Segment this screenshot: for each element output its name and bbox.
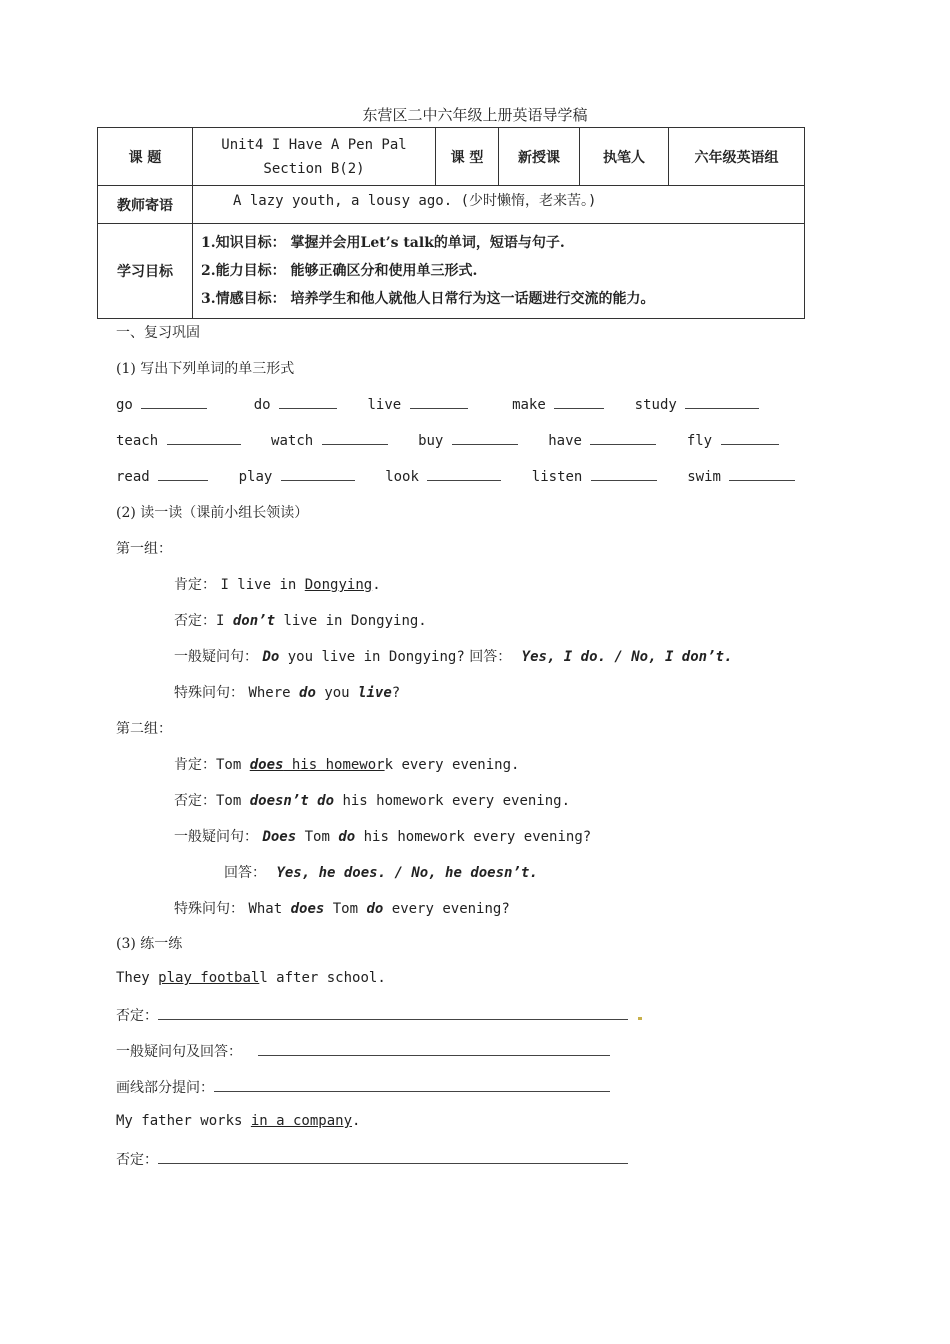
underlined-text: Dongying: [304, 577, 373, 593]
label: 回答：: [464, 649, 512, 665]
label: 回答：: [224, 865, 266, 881]
answer-blank[interactable]: [590, 432, 656, 445]
type-label: 课 型: [436, 128, 499, 186]
word-read: read: [116, 469, 150, 485]
word-swim: swim: [687, 469, 721, 485]
underlined-text: in a company: [250, 1113, 353, 1129]
label: 否定：: [116, 1008, 158, 1024]
answer-blank[interactable]: [591, 468, 657, 481]
group1-title: 第一组：: [116, 541, 172, 557]
answer-blank[interactable]: [167, 432, 241, 445]
emphasis-text: don’t: [232, 613, 276, 629]
answer-line[interactable]: [158, 1151, 628, 1164]
text: .: [372, 577, 381, 593]
emphasis-text: live: [358, 685, 392, 701]
exercise1-sentence: [116, 970, 386, 986]
word-look: look: [385, 469, 419, 485]
text: ?: [391, 685, 401, 701]
label: 否定：: [174, 793, 216, 809]
group2-positive: [174, 754, 519, 774]
text: My father works: [116, 1113, 251, 1129]
emphasis-text: doesn’t do: [249, 793, 335, 809]
author-value: 六年级英语组: [669, 128, 805, 186]
text: his homework every evening?: [355, 829, 592, 845]
group2-title: 第二组：: [116, 721, 172, 737]
topic-value: [193, 128, 436, 186]
text: l after school.: [259, 970, 386, 986]
emphasis-text: do: [299, 685, 316, 701]
group2-answer: [224, 862, 538, 882]
group2-negative: [174, 790, 570, 810]
text: .: [352, 1113, 361, 1129]
word-have: have: [548, 433, 582, 449]
emphasis-text: Yes, I do. / No, I don’t.: [521, 649, 733, 665]
topic-line2: Section B(2): [263, 160, 365, 177]
section-review: 一、复习巩固: [116, 325, 200, 341]
answer-blank[interactable]: [452, 432, 518, 445]
topic-label: 课 题: [98, 128, 193, 186]
answer-line[interactable]: [258, 1043, 610, 1056]
text: They: [116, 970, 159, 986]
answer-blank[interactable]: [427, 468, 501, 481]
answer-blank[interactable]: [281, 468, 355, 481]
text: What: [248, 901, 291, 917]
group1-wh-question: [174, 682, 400, 702]
text: you: [315, 685, 359, 701]
group2-wh-question: [174, 898, 510, 918]
goals-label: 学习目标: [98, 224, 193, 319]
text: Tom: [324, 901, 367, 917]
label: 一般疑问句：: [174, 829, 258, 845]
page-title: 东营区二中六年级上册英语导学稿: [362, 106, 588, 124]
answer-blank[interactable]: [322, 432, 388, 445]
answer-blank[interactable]: [141, 396, 207, 409]
emphasis-text: Yes, he does. / No, he doesn’t.: [276, 865, 538, 881]
emphasis-text: does: [249, 757, 284, 773]
goals-list: [193, 224, 805, 319]
author-label: 执笔人: [580, 128, 669, 186]
part1-heading: (1) 写出下列单词的单三形式: [116, 361, 295, 377]
mark: [638, 1017, 642, 1020]
exercise1-underline-question: [116, 1077, 610, 1097]
word-watch: watch: [271, 433, 314, 449]
word-live: live: [367, 397, 402, 413]
word-buy: buy: [418, 433, 444, 449]
word-row-3: [116, 468, 795, 485]
emphasis-text: do: [366, 901, 384, 917]
underlined-text: his homewor: [283, 757, 385, 773]
label: 否定：: [174, 613, 216, 629]
part2-heading: (2) 读一读（课前小组长领读）: [116, 505, 309, 521]
answer-blank[interactable]: [729, 468, 795, 481]
text: you live in Dongying?: [279, 649, 465, 665]
label: 一般疑问句：: [174, 649, 258, 665]
goal-ability: 2.能力目标： 能够正确区分和使用单三形式.: [201, 263, 478, 279]
answer-blank[interactable]: [410, 396, 468, 409]
text: Where: [248, 685, 300, 701]
label: 特殊问句：: [174, 901, 244, 917]
text: Tom: [216, 757, 250, 773]
text: his homework every evening.: [334, 793, 571, 809]
label: 肯定：: [174, 577, 216, 593]
answer-line[interactable]: [158, 1007, 628, 1020]
label: 一般疑问句及回答：: [116, 1044, 242, 1060]
label: 肯定：: [174, 757, 216, 773]
label: 否定：: [116, 1152, 158, 1168]
label: 画线部分提问：: [116, 1080, 214, 1096]
exercise1-negative: [116, 1005, 642, 1025]
label: 特殊问句：: [174, 685, 244, 701]
emphasis-text: Do: [262, 649, 280, 665]
answer-line[interactable]: [214, 1079, 610, 1092]
emphasis-text: Does: [262, 829, 297, 845]
header-table: [97, 127, 805, 319]
answer-blank[interactable]: [158, 468, 208, 481]
text: every evening?: [383, 901, 510, 917]
word-study: study: [634, 397, 677, 413]
word-row-1: [116, 396, 759, 413]
group1-negative: [174, 610, 427, 630]
motto-label: 教师寄语: [98, 186, 193, 224]
underlined-text: play footbal: [158, 970, 260, 986]
goal-emotion: 3.情感目标： 培养学生和他人就他人日常行为这一话题进行交流的能力。: [201, 291, 655, 307]
part3-heading: (3) 练一练: [116, 936, 183, 952]
word-do: do: [253, 397, 271, 413]
group1-question: [174, 646, 732, 666]
topic-line1: Unit4 I Have A Pen Pal: [221, 136, 407, 153]
text: live in Dongying.: [275, 613, 427, 629]
word-row-2: [116, 432, 779, 449]
text: k every evening.: [384, 757, 520, 773]
exercise2-negative: [116, 1149, 628, 1169]
exercise2-sentence: [116, 1113, 360, 1129]
word-play: play: [238, 469, 273, 485]
type-value: 新授课: [499, 128, 580, 186]
word-teach: teach: [116, 433, 159, 449]
answer-blank[interactable]: [721, 432, 779, 445]
emphasis-text: does: [290, 901, 325, 917]
word-listen: listen: [531, 469, 583, 485]
text: Tom: [296, 829, 339, 845]
answer-blank[interactable]: [554, 396, 604, 409]
text: I live in: [220, 577, 305, 593]
word-make: make: [512, 397, 546, 413]
group1-positive: [174, 574, 381, 594]
word-fly: fly: [686, 433, 713, 449]
group2-question: [174, 826, 591, 846]
exercise1-question: [116, 1041, 610, 1061]
answer-blank[interactable]: [685, 396, 759, 409]
text: Tom: [216, 793, 250, 809]
emphasis-text: do: [338, 829, 356, 845]
motto-value: A lazy youth, a lousy ago. (少时懒惰，老来苦。): [193, 186, 805, 224]
word-go: go: [116, 397, 133, 413]
goal-knowledge: 1.知识目标： 掌握并会用Let’s talk的单词，短语与句子.: [201, 235, 565, 251]
answer-blank[interactable]: [279, 396, 337, 409]
text: I: [216, 613, 233, 629]
